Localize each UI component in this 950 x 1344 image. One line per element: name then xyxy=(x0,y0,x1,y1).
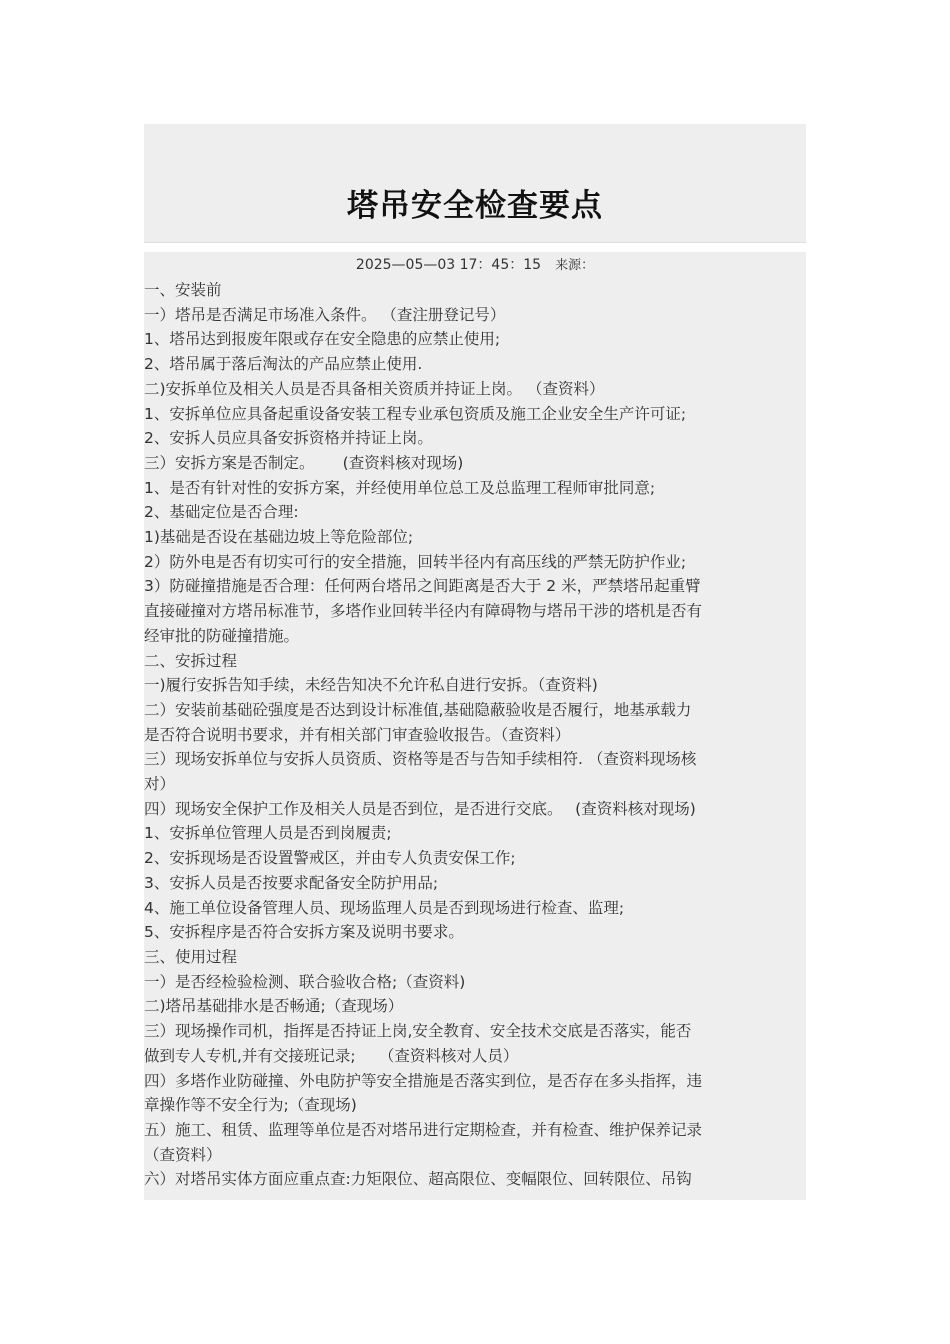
article-text xyxy=(144,278,806,1192)
text-line: 一）塔吊是否满足市场准入条件。 （查注册登记号） xyxy=(144,305,506,324)
text-line: 章操作等不安全行为;（查现场) xyxy=(144,1096,357,1115)
title-banner xyxy=(144,124,806,243)
text-line: 四）现场安全保护工作及相关人员是否到位，是否进行交底。 (查资料核对现场) xyxy=(144,799,696,818)
article-meta xyxy=(144,252,806,278)
text-line: 三）现场操作司机，指挥是否持证上岗,安全教育、安全技术交底是否落实，能否 xyxy=(144,1022,692,1041)
text-line: 五）施工、租赁、监理等单位是否对塔吊进行定期检查，并有检查、维护保养记录 xyxy=(144,1120,703,1139)
text-line: 二)安拆单位及相关人员是否具备相关资质并持证上岗。 （查资料） xyxy=(144,379,605,398)
text-line: 1、是否有针对性的安拆方案，并经使用单位总工及总监理工程师审批同意; xyxy=(144,478,656,497)
text-line: 六）对塔吊实体方面应重点查:力矩限位、超高限位、变幅限位、回转限位、吊钩 xyxy=(144,1170,692,1189)
page-title: 塔吊安全检查要点 xyxy=(347,188,603,224)
text-line: 1)基础是否设在基础边坡上等危险部位; xyxy=(144,528,414,547)
text-line: 2、塔吊属于落后淘汰的产品应禁止使用. xyxy=(144,355,423,374)
publish-date: 2025—05—03 17：45：15 xyxy=(355,257,542,273)
text-line: 1、塔吊达到报废年限或存在安全隐患的应禁止使用; xyxy=(144,330,501,349)
text-line: 对） xyxy=(144,775,176,794)
text-line: 经审批的防碰撞措施。 xyxy=(144,626,300,645)
text-line: 2、基础定位是否合理: xyxy=(144,503,299,522)
text-line: 一）是否经检验检测、联合验收合格;（查资料) xyxy=(144,972,466,991)
text-line: 3、安拆人员是否按要求配备安全防护用品; xyxy=(144,873,439,892)
text-line: （查资料） xyxy=(144,1145,222,1164)
article-body xyxy=(144,252,806,1200)
text-line: 四）多塔作业防碰撞、外电防护等安全措施是否落实到位，是否存在多头指挥，违 xyxy=(144,1071,703,1090)
text-line: 一、安装前 xyxy=(144,281,222,299)
text-line: 做到专人专机,并有交接班记录; （查资料核对人员） xyxy=(144,1046,519,1065)
text-line: 二）安装前基础砼强度是否达到设计标准值,基础隐蔽验收是否履行，地基承载力 xyxy=(144,700,692,719)
text-line: 4、施工单位设备管理人员、现场监理人员是否到现场进行检查、监理; xyxy=(144,898,625,917)
text-line: 一)履行安拆告知手续，未经告知决不允许私自进行安拆。（查资料) xyxy=(144,676,598,695)
text-line: 2、安拆人员应具备安拆资格并持证上岗。 xyxy=(144,429,433,448)
text-line: 直接碰撞对方塔吊标准节，多塔作业回转半径内有障碍物与塔吊干涉的塔机是否有 xyxy=(144,602,703,621)
text-line: 三）安拆方案是否制定。 (查资料核对现场) xyxy=(144,453,464,472)
text-line: 三）现场安拆单位与安拆人员资质、资格等是否与告知手续相符. （查资料现场核 xyxy=(144,750,697,769)
text-line: 1、安拆单位管理人员是否到岗履责; xyxy=(144,824,392,843)
text-line: 2）防外电是否有切实可行的安全措施，回转半径内有高压线的严禁无防护作业; xyxy=(144,552,687,571)
text-line: 二)塔吊基础排水是否畅通;（查现场） xyxy=(144,997,404,1016)
text-line: 5、安拆程序是否符合安拆方案及说明书要求。 xyxy=(144,923,464,942)
text-line: 2、安拆现场是否设置警戒区，并由专人负责安保工作; xyxy=(144,849,516,868)
text-line: 二、安拆过程 xyxy=(144,651,238,670)
text-line: 3）防碰撞措施是否合理：任何两台塔吊之间距离是否大于 2 米，严禁塔吊起重臂 xyxy=(144,577,701,596)
text-line: 是否符合说明书要求，并有相关部门审查验收报告。（查资料） xyxy=(144,725,571,744)
text-line: 1、安拆单位应具备起重设备安装工程专业承包资质及施工企业安全生产许可证; xyxy=(144,404,687,423)
source-label: 来源： xyxy=(555,258,595,273)
text-line: 三、使用过程 xyxy=(144,947,238,966)
